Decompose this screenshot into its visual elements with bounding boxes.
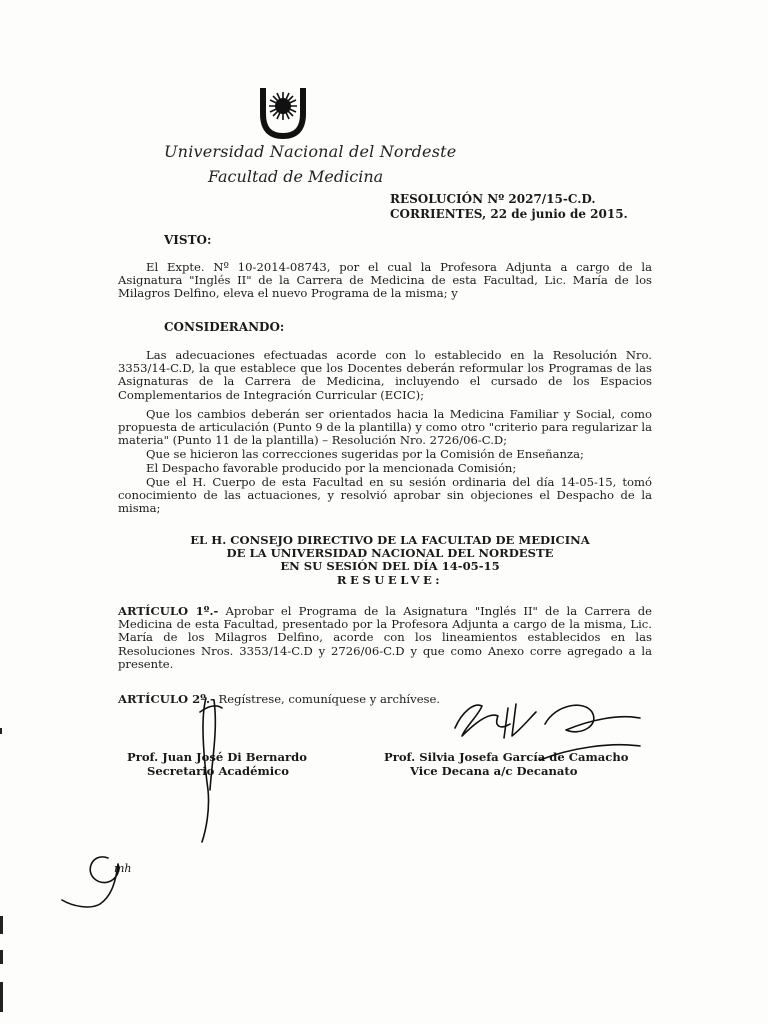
visto-heading: VISTO: [164, 233, 212, 247]
scan-margin-mark [0, 950, 3, 964]
council-line: DE LA UNIVERSIDAD NACIONAL DEL NORDESTE [226, 546, 554, 561]
considerando-paragraph: Las adecuaciones efectuadas acorde con lo establecido en la Resolución Nro. 3353/14-C.D, la que establece que los Docentes deberán reformular los Programas de las Asignaturas de la Carrera de Medicina, incluyendo el cursado de los Espacios Complementarios de Integración Curricular (ECIC); [118, 348, 652, 402]
signatory-left-role: Secretario Académico [147, 764, 289, 778]
article-1 [118, 605, 652, 671]
scan-margin-mark [0, 916, 3, 934]
university-logo [258, 84, 308, 140]
considerando-paragraph: Que el H. Cuerpo de esta Facultad en su sesión ordinaria del día 14-05-15, tomó conocimiento de las actuaciones, y resolvió aprobar sin objeciones el Despacho de la misma; [118, 475, 652, 516]
resolution-header [390, 192, 628, 222]
signatory-left-name: Prof. Juan José Di Bernardo [127, 750, 307, 764]
signatory-right-role: Vice Decana a/c Decanato [410, 764, 578, 778]
considerando-paragraph: El Despacho favorable producido por la mencionada Comisión; [146, 461, 517, 475]
left-signature-stroke [200, 706, 222, 712]
council-block [120, 534, 660, 587]
right-signature-stroke [455, 705, 510, 736]
resolution-number: RESOLUCIÓN Nº 2027/15-C.D. [390, 192, 596, 206]
right-signature-stroke [545, 705, 640, 732]
right-signature-stroke [512, 704, 536, 736]
article-2-text: Regístrese, comuníquese y archívese. [214, 692, 441, 706]
initials-stroke [62, 857, 119, 907]
signatory-left [127, 750, 307, 778]
scan-margin-mark [0, 982, 3, 1012]
institution-name: Universidad Nacional del Nordeste [164, 142, 457, 161]
place-date: CORRIENTES, 22 de junio de 2015. [390, 207, 628, 221]
faculty-name: Facultad de Medicina [208, 167, 384, 186]
visto-paragraph: El Expte. Nº 10-2014-08743, por el cual la Profesora Adjunta a cargo de la Asignatura "Inglés II" de la Carrera de Medicina de esta Facultad, Lic. María de los Milagros Delfino, eleva el nuevo Programa de la misma; y [118, 260, 652, 301]
article-2 [118, 693, 652, 706]
considerando-heading: CONSIDERANDO: [164, 320, 285, 334]
scan-margin-mark [0, 728, 2, 734]
council-line: EL H. CONSEJO DIRECTIVO DE LA FACULTAD DE MEDICINA [190, 533, 590, 547]
article-1-label: ARTÍCULO 1º.- [118, 604, 219, 618]
signatory-right-name: Prof. Silvia Josefa García de Camacho [384, 750, 629, 764]
right-signature-stroke [504, 708, 508, 738]
initials-text: mh [114, 862, 132, 875]
article-2-label: ARTÍCULO 2º.- [118, 692, 215, 706]
signatory-right [384, 750, 629, 778]
article-1-text: Aprobar el Programa de la Asignatura "Inglés II" de la Carrera de Medicina de esta Facultad, presentado por la Profesora Adjunta a cargo de la misma, Lic. María de los Milagros Delfino, acorde con los lineamientos establecidos en las Resoluciones Nros. 3353/14-C.D y 2726/06-C.D y que como Anexo corre agregado a la presente. [118, 604, 652, 671]
considerando-paragraph: Que se hicieron las correcciones sugeridas por la Comisión de Enseñanza; [146, 447, 584, 461]
council-line: EN SU SESIÓN DEL DÍA 14-05-15 [280, 559, 500, 574]
considerando-paragraph: Que los cambios deberán ser orientados hacia la Medicina Familiar y Social, como propuesta de articulación (Punto 9 de la plantilla) y como otro "criterio para regularizar la materia" (Punto 11 de la plantilla) – Resolución Nro. 2726/06-C.D; [118, 407, 652, 448]
resuelve-heading: RESUELVE: [336, 572, 444, 587]
